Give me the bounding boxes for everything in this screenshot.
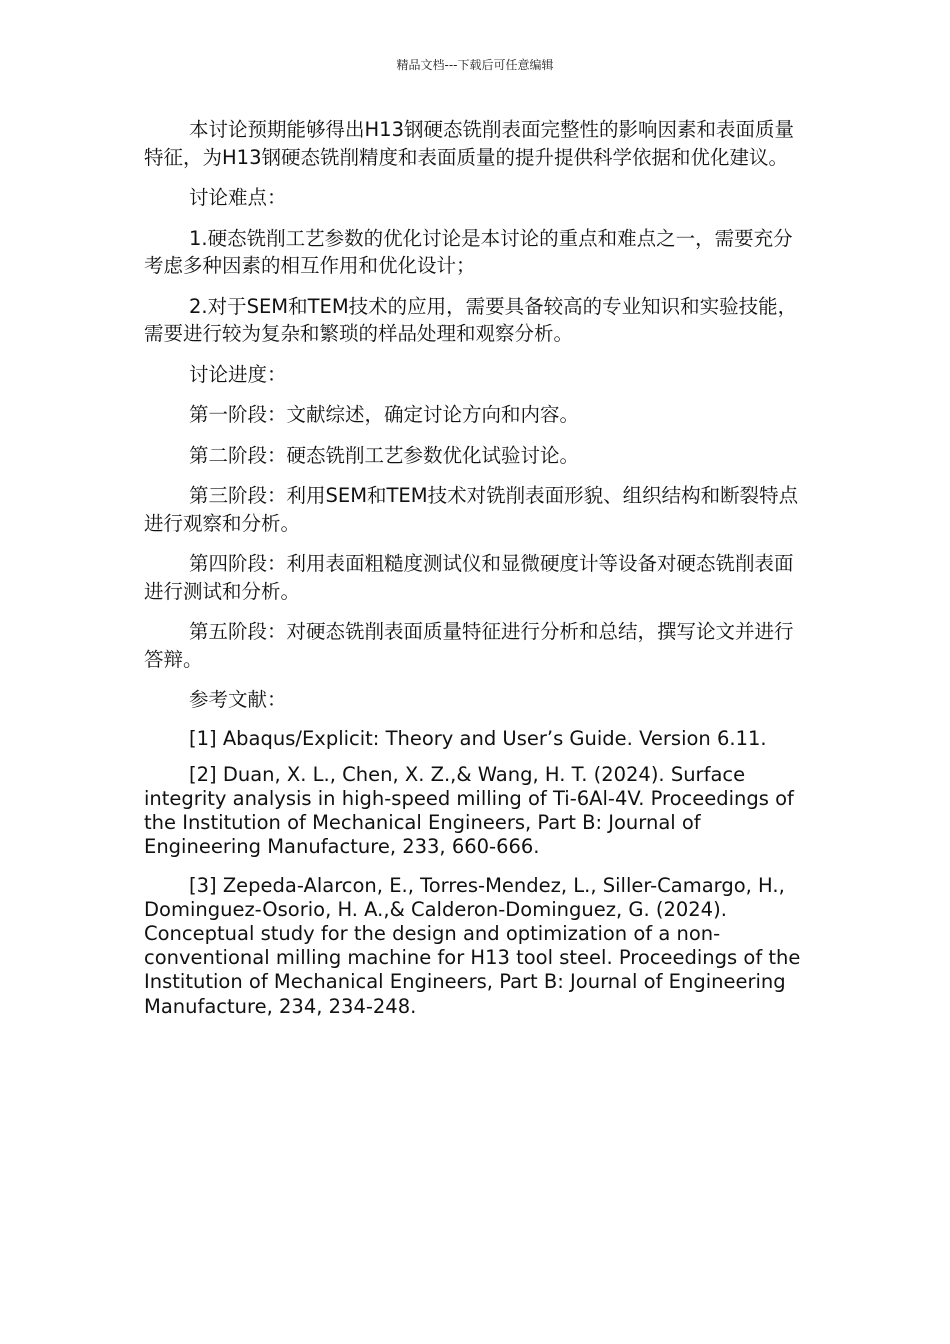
- paragraph-stage-1: 第一阶段：文献综述，确定讨论方向和内容。: [189, 403, 580, 426]
- paragraph-stage-5: 第五阶段：对硬态铣削表面质量特征进行分析和总结，撰写论文并进行答辩。: [144, 620, 794, 671]
- heading-difficulties: 讨论难点：: [189, 186, 287, 209]
- paragraph-stage-2: 第二阶段：硬态铣削工艺参数优化试验讨论。: [189, 443, 580, 467]
- reference-1: [1] Abaqus/Explicit: Theory and User’s Guide. Version 6.11.: [189, 726, 767, 750]
- reference-3: [3] Zepeda-Alarcon, E., Torres-Mendez, L., Siller-Camargo, H., Dominguez-Osorio, H. A.,& Calderon-Dominguez, G. (2024). Conceptual study for the design and optimization of a non-conventional milling machine for H13 tool steel. Proceedings of the Institution of Mechanical Engineers, Part B: Journal of Engineering Manufacture, 234, 234-248.: [144, 873, 801, 1018]
- heading-references: 参考文献：: [189, 688, 287, 711]
- paragraph-expected-results: 本讨论预期能够得出H13钢硬态铣削表面完整性的影响因素和表面质量特征，为H13钢硬态铣削精度和表面质量的提升提供科学依据和优化建议。: [144, 118, 794, 169]
- paragraph-difficulty-2: 2.对于SEM和TEM技术的应用，需要具备较高的专业知识和实验技能，需要进行较为复杂和繁琐的样品处理和观察分析。: [144, 294, 798, 345]
- reference-2: [2] Duan, X. L., Chen, X. Z.,& Wang, H. T. (2024). Surface integrity analysis in high-speed milling of Ti-6Al-4V. Proceedings of the Institution of Mechanical Engineers, Part B: Journal of Engineering Manufacture, 233, 660-666.: [144, 762, 794, 859]
- page-header: 精品文档---下载后可任意编辑: [396, 58, 554, 72]
- document-body: [144, 116, 806, 1033]
- paragraph-stage-3: 第三阶段：利用SEM和TEM技术对铣削表面形貌、组织结构和断裂特点进行观察和分析。: [144, 484, 799, 535]
- heading-progress: 讨论进度：: [189, 362, 287, 386]
- paragraph-difficulty-1: 1.硬态铣削工艺参数的优化讨论是本讨论的重点和难点之一，需要充分考虑多种因素的相互作用和优化设计；: [144, 226, 793, 277]
- paragraph-stage-4: 第四阶段：利用表面粗糙度测试仪和显微硬度计等设备对硬态铣削表面进行测试和分析。: [144, 552, 794, 603]
